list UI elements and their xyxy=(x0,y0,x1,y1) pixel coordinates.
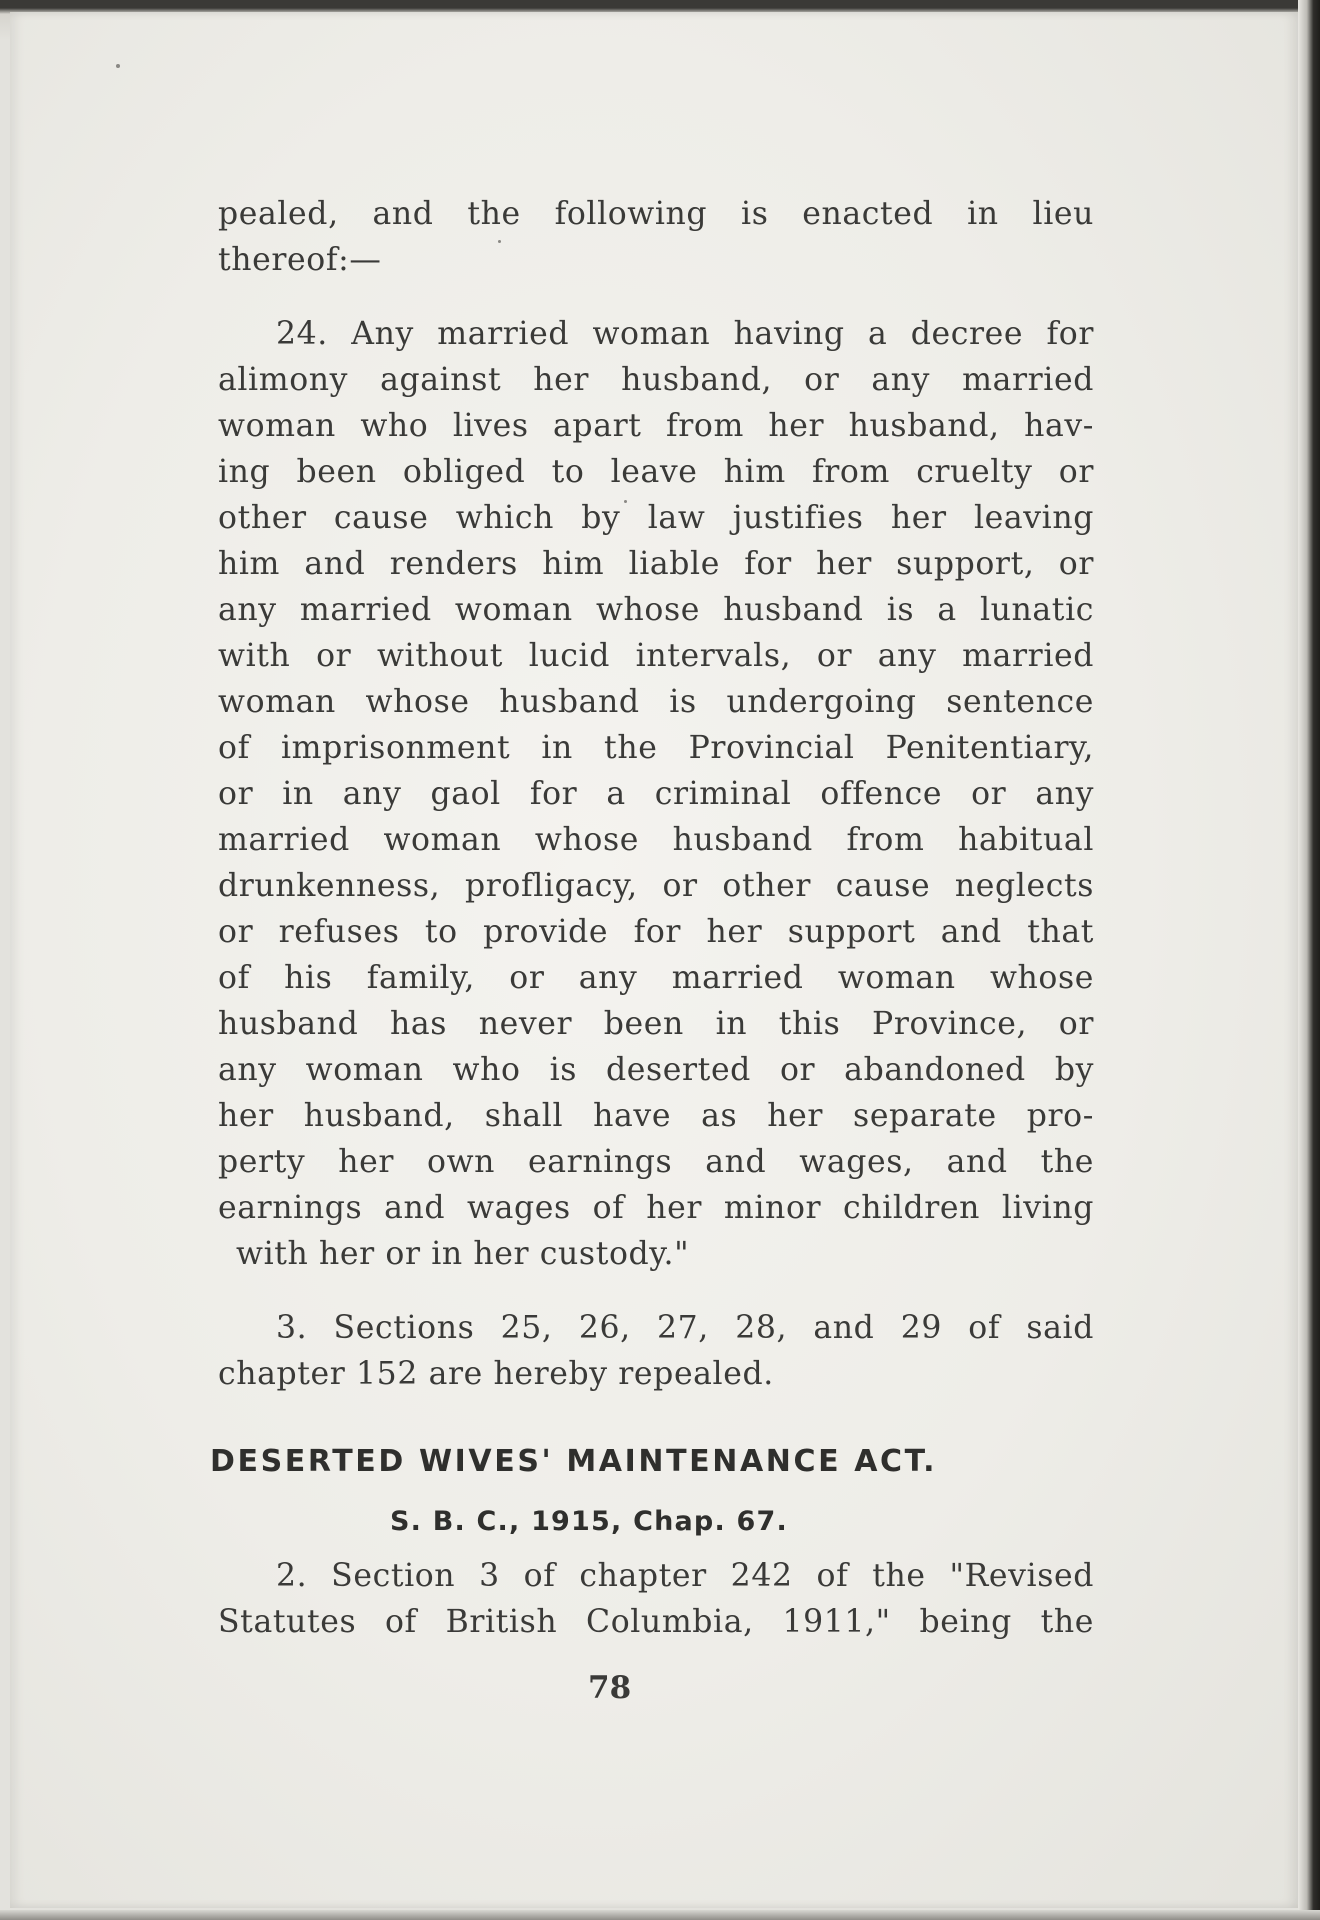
text-line: or refuses to provide for her support and that xyxy=(218,914,1094,950)
text-line: 2. Section 3 of chapter 242 of the "Revised xyxy=(276,1558,1094,1594)
text-line: ing been obliged to leave him from cruelty or xyxy=(218,454,1094,490)
text-line: chapter 152 are hereby repealed. xyxy=(218,1356,774,1392)
statute-citation: S. B. C., 1915, Chap. 67. xyxy=(390,1506,788,1537)
text-line: with her or in her custody." xyxy=(236,1236,690,1272)
text-line: or in any gaol for a criminal offence or any xyxy=(218,776,1094,812)
text-line: pealed, and the following is enacted in lieu xyxy=(218,196,1094,232)
text-line: Statutes of British Columbia, 1911," being the xyxy=(218,1604,1094,1640)
text-line: perty her own earnings and wages, and the xyxy=(218,1144,1094,1180)
text-line: drunkenness, profligacy, or other cause neglects xyxy=(218,868,1094,904)
text-line: of imprisonment in the Provincial Penitentiary, xyxy=(218,730,1094,766)
text-line: with or without lucid intervals, or any married xyxy=(218,638,1094,674)
act-heading: DESERTED WIVES' MAINTENANCE ACT. xyxy=(210,1444,938,1479)
text-line: him and renders him liable for her support, or xyxy=(218,546,1094,582)
text-line: any married woman whose husband is a lunatic xyxy=(218,592,1094,628)
paper-speck xyxy=(116,64,120,68)
continuation-paragraph xyxy=(218,191,1094,283)
text-line: other cause which by law justifies her leaving xyxy=(218,500,1094,536)
section-24-paragraph xyxy=(218,311,1094,1277)
text-line: any woman who is deserted or abandoned by xyxy=(218,1052,1094,1088)
text-line: 3. Sections 25, 26, 27, 28, and 29 of said xyxy=(276,1310,1094,1346)
text-line: earnings and wages of her minor children living xyxy=(218,1190,1094,1226)
page-number: 78 xyxy=(588,1670,632,1706)
section-2-paragraph xyxy=(218,1553,1094,1645)
text-line: her husband, shall have as her separate pro- xyxy=(218,1098,1094,1134)
page-gutter-edge xyxy=(1298,0,1320,1920)
text-line: of his family, or any married woman whose xyxy=(218,960,1094,996)
text-line: thereof:— xyxy=(218,242,382,278)
page-bottom-edge xyxy=(0,1910,1320,1920)
text-line: alimony against her husband, or any married xyxy=(218,362,1094,398)
text-line: husband has never been in this Province, or xyxy=(218,1006,1094,1042)
text-line: woman whose husband is undergoing sentence xyxy=(218,684,1094,720)
text-line: woman who lives apart from her husband, hav- xyxy=(218,408,1094,444)
section-3-paragraph xyxy=(218,1305,1094,1397)
text-line: 24. Any married woman having a decree for xyxy=(276,316,1094,352)
text-line: married woman whose husband from habitual xyxy=(218,822,1094,858)
